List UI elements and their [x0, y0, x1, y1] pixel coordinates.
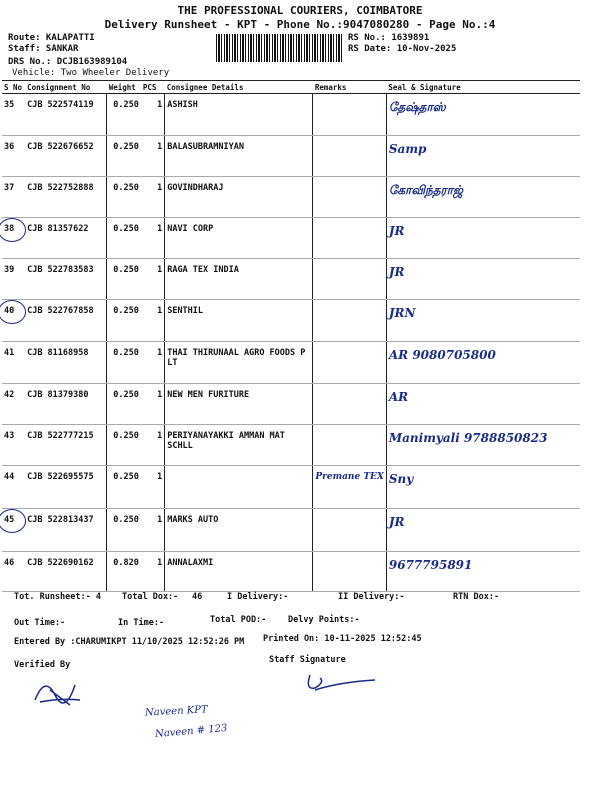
row-sno: 45 — [2, 509, 25, 552]
row-consignee: SENTHIL — [165, 300, 313, 342]
row-consignee: GOVINDHARAJ — [165, 177, 313, 218]
row-weight: 0.250 — [107, 384, 141, 425]
row-consignee: MARKS AUTO — [165, 509, 313, 552]
row-sno: 41 — [2, 342, 25, 384]
total-pod: Total POD:- — [210, 615, 267, 625]
row-consignment: CJB 522813437 — [25, 509, 107, 552]
i-delivery: I Delivery:- — [227, 592, 289, 602]
row-consignment: CJB 522676652 — [25, 136, 107, 177]
row-consignment: CJB 522783583 — [25, 259, 107, 300]
col-header-pcs: PCS — [141, 81, 165, 94]
row-consignment: CJB 522767858 — [25, 300, 107, 342]
row-consignment: CJB 522574119 — [25, 94, 107, 136]
in-time: In Time:- — [118, 618, 165, 628]
row-pcs: 1 — [141, 384, 165, 425]
row-consignee: THAI THIRUNAAL AGRO FOODS P LT — [165, 342, 313, 384]
row-consignee: BALASUBRAMNIYAN — [165, 136, 313, 177]
row-weight: 0.250 — [107, 177, 141, 218]
row-consignee: NEW MEN FURITURE — [165, 384, 313, 425]
staff-label: Staff: SANKAR — [8, 44, 79, 54]
row-consignment: CJB 522690162 — [25, 552, 107, 592]
route-label: Route: KALAPATTI — [8, 33, 95, 43]
col-header-consignee: Consignee Details — [165, 81, 313, 94]
row-remarks — [313, 300, 387, 342]
row-remarks — [313, 94, 387, 136]
row-signature: JRN — [386, 300, 580, 342]
row-signature: Samp — [386, 136, 580, 177]
row-remarks — [313, 509, 387, 552]
row-consignment: CJB 522695575 — [25, 466, 107, 509]
row-pcs: 1 — [141, 94, 165, 136]
table-row — [2, 425, 580, 466]
table-row — [2, 384, 580, 425]
tot-runsheet: Tot. Runsheet:- 4 — [14, 592, 101, 602]
table-row — [2, 466, 580, 509]
table-row — [2, 300, 580, 342]
table-row — [2, 509, 580, 552]
vehicle-label: Vehicle: Two Wheeler Delivery — [12, 68, 170, 78]
table-header-row — [2, 81, 580, 94]
table-row — [2, 177, 580, 218]
row-remarks: Premane TEX — [313, 466, 387, 509]
verified-by-label: Verified By — [14, 660, 71, 670]
row-weight: 0.820 — [107, 552, 141, 592]
row-sno: 35 — [2, 94, 25, 136]
row-pcs: 1 — [141, 259, 165, 300]
row-weight: 0.250 — [107, 259, 141, 300]
col-header-weight: Weight — [107, 81, 141, 94]
row-consignee: RAGA TEX INDIA — [165, 259, 313, 300]
col-header-signature: Seal & Signature — [386, 81, 580, 94]
ii-delivery: II Delivery:- — [338, 592, 405, 602]
col-header-remarks: Remarks — [313, 81, 387, 94]
row-signature: JR — [386, 259, 580, 300]
row-signature: JR — [386, 509, 580, 552]
table-row — [2, 259, 580, 300]
row-weight: 0.250 — [107, 94, 141, 136]
row-weight: 0.250 — [107, 425, 141, 466]
out-time: Out Time:- — [14, 618, 66, 628]
row-consignee: ANNALAXMI — [165, 552, 313, 592]
row-sno: 42 — [2, 384, 25, 425]
row-remarks — [313, 342, 387, 384]
row-signature: JR — [386, 218, 580, 259]
row-consignee: NAVI CORP — [165, 218, 313, 259]
row-signature: கோவிந்தராஜ் — [386, 177, 580, 218]
row-weight: 0.250 — [107, 300, 141, 342]
row-signature: AR 9080705800 — [386, 342, 580, 384]
row-remarks — [313, 552, 387, 592]
row-pcs: 1 — [141, 466, 165, 509]
rs-date: RS Date: 10-Nov-2025 — [348, 44, 457, 54]
table-row — [2, 552, 580, 592]
row-signature: Manimyali 9788850823 — [386, 425, 580, 466]
row-remarks — [313, 218, 387, 259]
row-remarks — [313, 259, 387, 300]
col-header-consignment: Consignment No — [25, 81, 107, 94]
row-remarks — [313, 136, 387, 177]
row-remarks — [313, 177, 387, 218]
row-consignment: CJB 81379380 — [25, 384, 107, 425]
row-pcs: 1 — [141, 509, 165, 552]
row-sno: 46 — [2, 552, 25, 592]
rs-number: RS No.: 1639891 — [348, 33, 430, 43]
row-sno: 44 — [2, 466, 25, 509]
total-dox-value: 46 — [192, 592, 203, 602]
row-pcs: 1 — [141, 342, 165, 384]
row-sno: 39 — [2, 259, 25, 300]
total-dox-label: Total Dox:- — [122, 592, 179, 602]
row-sno: 37 — [2, 177, 25, 218]
table-row — [2, 94, 580, 136]
verifier-signature — [30, 670, 90, 710]
handwritten-note-1: Naveen KPT — [144, 704, 208, 719]
row-signature: Sny — [386, 466, 580, 509]
row-weight: 0.250 — [107, 218, 141, 259]
row-weight: 0.250 — [107, 509, 141, 552]
row-weight: 0.250 — [107, 466, 141, 509]
row-consignee: PERIYANAYAKKI AMMAN MAT SCHLL — [165, 425, 313, 466]
row-consignment: CJB 522777215 — [25, 425, 107, 466]
row-signature: 9677795891 — [386, 552, 580, 592]
row-remarks — [313, 425, 387, 466]
runsheet-table — [2, 80, 580, 592]
table-row — [2, 342, 580, 384]
document-title: THE PROFESSIONAL COURIERS, COIMBATORE — [177, 4, 423, 17]
drs-number: DRS No.: DCJB163989104 — [8, 57, 128, 67]
row-sno: 38 — [2, 218, 25, 259]
row-consignee — [165, 466, 313, 509]
row-pcs: 1 — [141, 552, 165, 592]
staff-signature-label: Staff Signature — [269, 655, 346, 665]
table-row — [2, 136, 580, 177]
row-remarks — [313, 384, 387, 425]
rtn-dox: RTN Dox:- — [453, 592, 500, 602]
entered-by: Entered By :CHARUMIKPT 11/10/2025 12:52:26 PM — [14, 637, 245, 647]
handwritten-note-2: Naveen # 123 — [154, 722, 228, 741]
staff-signature-mark — [300, 670, 380, 695]
row-weight: 0.250 — [107, 342, 141, 384]
row-sno: 36 — [2, 136, 25, 177]
row-signature: AR — [386, 384, 580, 425]
row-consignment: CJB 81357622 — [25, 218, 107, 259]
printed-on: Printed On: 10-11-2025 12:52:45 — [263, 634, 422, 644]
barcode — [216, 34, 342, 62]
row-consignee: ASHISH — [165, 94, 313, 136]
row-sno: 43 — [2, 425, 25, 466]
row-signature: தேஷ்தாஸ் — [386, 94, 580, 136]
row-pcs: 1 — [141, 218, 165, 259]
row-consignment: CJB 522752888 — [25, 177, 107, 218]
row-pcs: 1 — [141, 177, 165, 218]
row-pcs: 1 — [141, 425, 165, 466]
col-header-sno: S No — [2, 81, 25, 94]
delvy-points: Delvy Points:- — [288, 615, 360, 625]
row-sno: 40 — [2, 300, 25, 342]
row-pcs: 1 — [141, 300, 165, 342]
row-pcs: 1 — [141, 136, 165, 177]
row-weight: 0.250 — [107, 136, 141, 177]
document-subtitle: Delivery Runsheet - KPT - Phone No.:9047080280 - Page No.:4 — [104, 18, 496, 31]
row-consignment: CJB 81168958 — [25, 342, 107, 384]
table-row — [2, 218, 580, 259]
